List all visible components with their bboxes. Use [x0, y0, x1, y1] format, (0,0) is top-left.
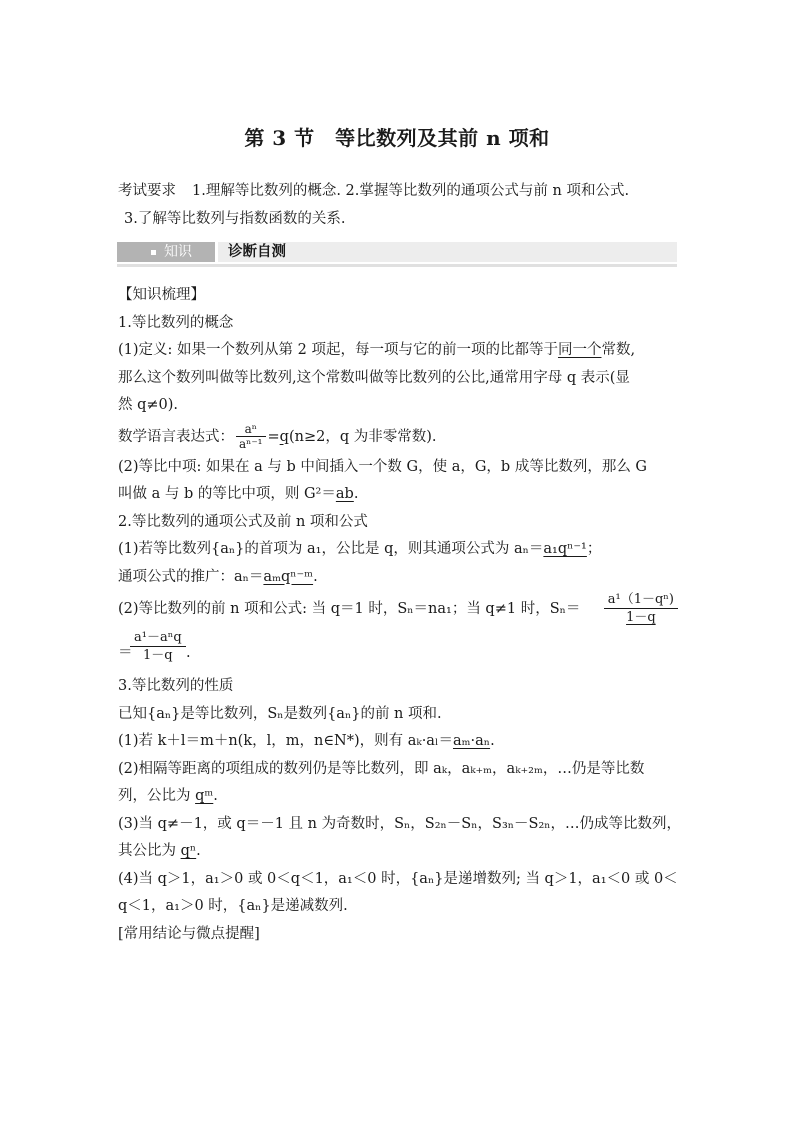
blank-answer: ab	[335, 486, 354, 502]
section-bar-right-label: 诊断自测	[228, 244, 286, 260]
requirements-label: 考试要求	[118, 183, 176, 199]
sum-fraction-2: a¹－aⁿq 1－q	[130, 629, 186, 664]
section-3-heading: 3.等比数列的性质	[118, 678, 234, 694]
blank-answer: aₘqⁿ⁻ᵐ	[263, 568, 314, 585]
geometric-mean-line-2: 叫做 a 与 b 的等比中项，则 G²＝ab.	[118, 486, 359, 502]
section-2-heading: 2.等比数列的通项公式及前 n 项和公式	[118, 513, 368, 530]
ratio-fraction: $\frac{\text{aⁿ}}{\text{aⁿ⁻¹}}$	[236, 422, 266, 451]
knowledge-content	[118, 282, 686, 948]
section-bar-underline	[117, 264, 677, 267]
section-1-heading: 1.等比数列的概念	[118, 314, 234, 331]
math-expression-line: 数学语言表达式： $\frac{\text{aⁿ}}{\text{aⁿ⁻¹}}$ =q(n≥2，q 为非零常数).	[118, 422, 437, 451]
sum-fraction-1: $\frac{\text{a¹（1－qⁿ)}}{1-q}$	[604, 591, 678, 626]
properties-known-line: 已知{aₙ}是等比数列，Sₙ是数列{aₙ}的前 n 项和.	[118, 705, 442, 722]
geometric-mean-line-1: (2)等比中项: 如果在 a 与 b 中间插入一个数 G，使 a，G，b 成等比数列，那么 G	[118, 458, 648, 475]
general-term-line: (1)若等比数列{aₙ}的首项为 a₁，公比是 q，则其通项公式为 aₙ＝a₁qⁿ⁻¹；	[118, 541, 602, 557]
section-bar-left-label: 知识	[164, 244, 192, 260]
exam-requirements	[118, 178, 688, 233]
definition-line-3: 然 q≠0).	[118, 397, 179, 413]
blank-answer: qᵐ	[195, 788, 214, 804]
section-bar	[117, 240, 677, 266]
property-4-line-2: q＜1，a₁＞0 时，{aₙ}是递减数列.	[118, 898, 348, 914]
sum-formula-line: (2)等比数列的前 n 项和公式: 当 q＝1 时，Sₙ＝na₁；当 q≠1 时，Sₙ＝ $\frac{\text{a¹（1－qⁿ)}}{1-q}$	[118, 591, 686, 629]
property-2-line-2: 列，公比为 qᵐ.	[118, 788, 218, 804]
sum-formula-line-2: ＝ a¹－aⁿq 1－q .	[118, 630, 191, 663]
tail-heading: [常用结论与微点提醒]	[118, 925, 260, 942]
definition-line-1: (1)定义: 如果一个数列从第 2 项起，每一项与它的前一项的比都等于同一个常数,	[118, 342, 636, 358]
blank-answer: q	[279, 428, 289, 445]
blank-answer: 同一个	[557, 342, 602, 358]
property-3-line-2: 其公比为 qⁿ.	[118, 843, 201, 859]
property-4-line-1: (4)当 q＞1，a₁＞0 或 0＜q＜1，a₁＜0 时，{aₙ}是递增数列; 当 q＞1，a₁＜0 或 0＜	[118, 870, 678, 887]
blank-answer: aₘ·aₙ	[452, 733, 491, 749]
property-1-line: (1)若 k＋l＝m＋n(k，l，m，n∈N*)，则有 aₖ·aₗ＝aₘ·aₙ.	[118, 733, 495, 749]
property-2-line-1: (2)相隔等距离的项组成的数列仍是等比数列，即 aₖ，aₖ₊ₘ，aₖ₊₂ₘ，…仍是等比数	[118, 760, 645, 777]
knowledge-heading: 【知识梳理】	[118, 287, 205, 303]
definition-line-2: 那么这个数列叫做等比数列,这个常数叫做等比数列的公比,通常用字母 q 表示(显	[118, 369, 630, 386]
section-bar-right	[218, 242, 677, 262]
property-3-line-1: (3)当 q≠－1，或 q＝－1 且 n 为奇数时，Sₙ，S₂ₙ－Sₙ，S₃ₙ－S₂ₙ，…仍成等比数列，	[118, 815, 682, 832]
page-title: 第 3 节 等比数列及其前 n 项和	[244, 126, 550, 150]
requirements-line-2: 3.了解等比数列与指数函数的关系.	[124, 210, 346, 227]
requirements-line-1: 1.理解等比数列的概念. 2.掌握等比数列的通项公式与前 n 项和公式.	[192, 183, 630, 199]
blank-answer: a₁qⁿ⁻¹	[543, 541, 587, 557]
general-term-extension-line: 通项公式的推广：aₙ＝aₘqⁿ⁻ᵐ.	[118, 568, 318, 585]
square-bullet-icon	[151, 250, 156, 255]
section-bar-left	[117, 242, 215, 262]
blank-answer: qⁿ	[180, 843, 197, 859]
